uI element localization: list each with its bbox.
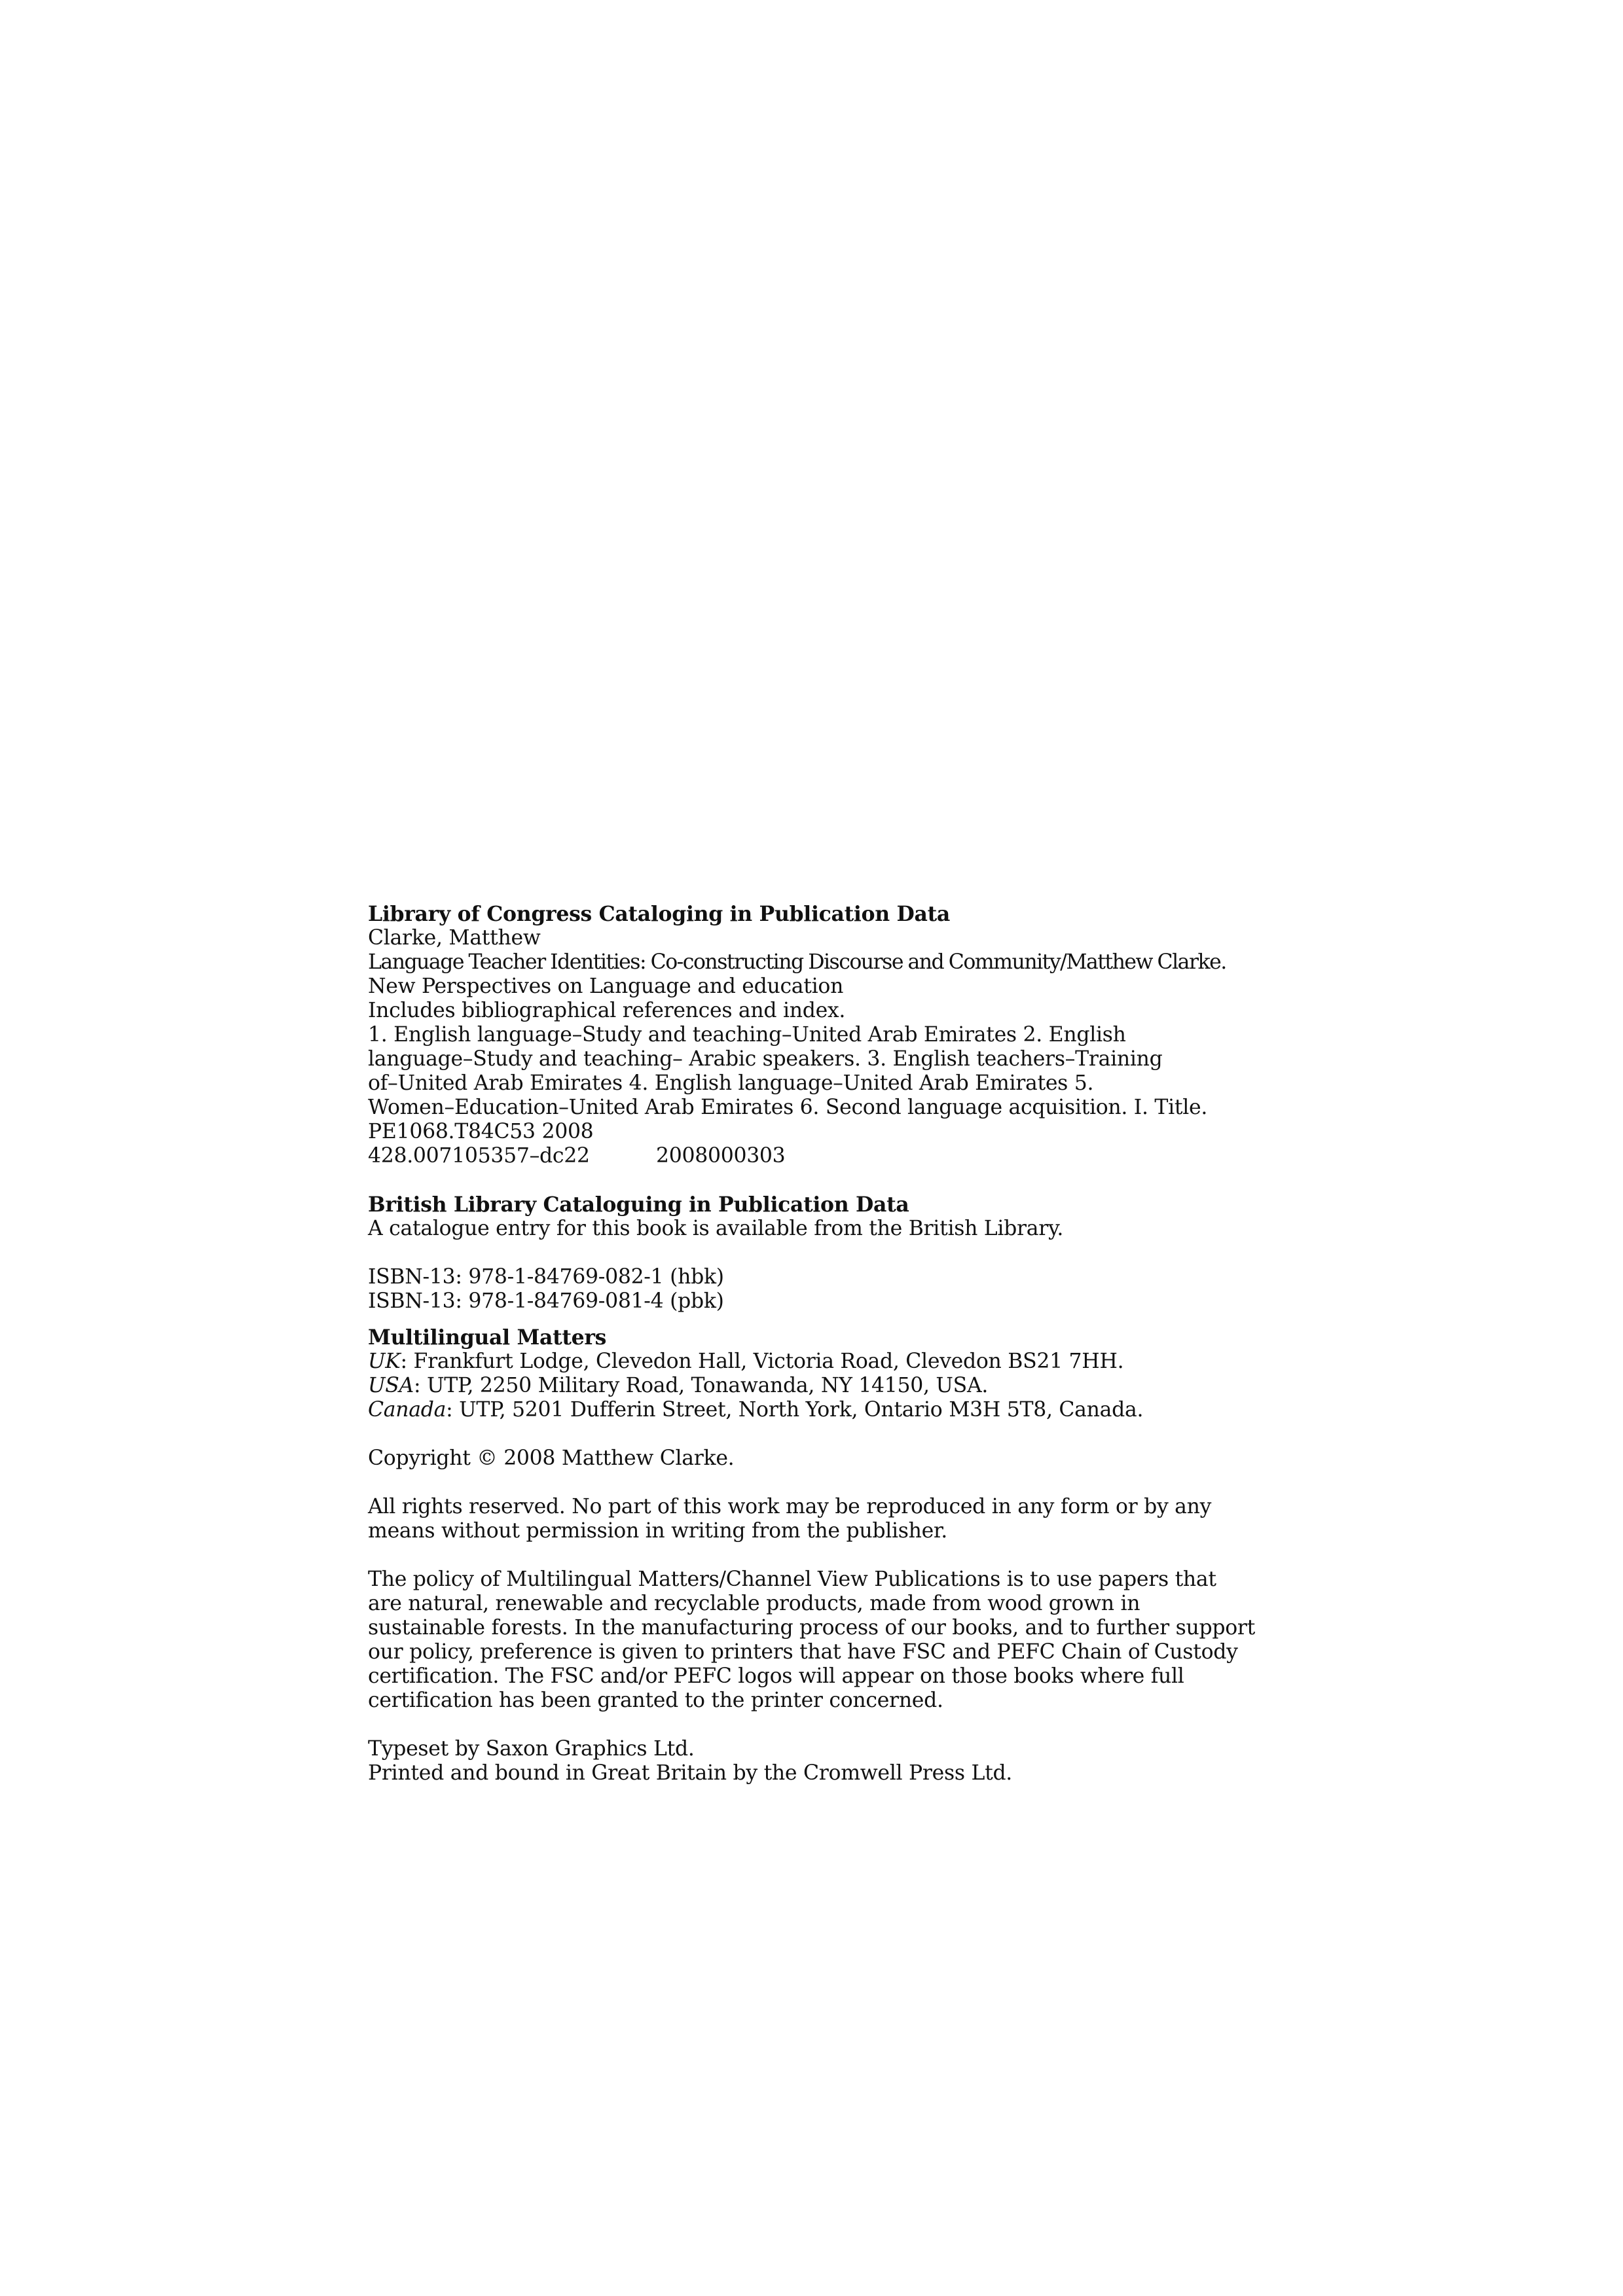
address-uk-label: UK [368,1350,401,1373]
loc-subject-line: language–Study and teaching– Arabic speakers. 3. English teachers–Training [368,1047,1163,1071]
imprint-page [368,902,1271,1785]
bl-heading: British Library Cataloguing in Publication Data [368,1193,909,1217]
address-canada-label: Canada [368,1398,447,1422]
address-uk [368,1350,1271,1374]
bl-text: A catalogue entry for this book is available from the British Library. [368,1217,1064,1240]
loc-series: New Perspectives on Language and education [368,975,844,998]
address-usa-label: USA [368,1374,414,1397]
loc-call-number: PE1068.T84C53 2008 [368,1120,594,1143]
address-uk-text: : Frankfurt Lodge, Clevedon Hall, Victoria Road, Clevedon BS21 7HH. [400,1350,1124,1373]
loc-title-line: Language Teacher Identities: Co-constructing Discourse and Community/Matthew Clarke. [368,950,1226,974]
rights-line: All rights reserved. No part of this work may be reproduced in any form or by any [368,1495,1212,1518]
policy-line: The policy of Multilingual Matters/Channel View Publications is to use papers that [368,1568,1216,1591]
address-usa-text: : UTP, 2250 Military Road, Tonawanda, NY 14150, USA. [413,1374,989,1397]
loc-heading: Library of Congress Cataloging in Publication Data [368,902,950,926]
isbn-pbk: ISBN-13: 978-1-84769-081-4 (pbk) [368,1289,724,1313]
rights-line: means without permission in writing from the publisher. [368,1519,947,1543]
policy-line: certification has been granted to the printer concerned. [368,1689,943,1712]
address-canada [368,1398,1271,1422]
address-usa [368,1374,1271,1398]
loc-dewey: 428.007105357–dc22 [368,1144,590,1168]
address-canada-text: : UTP, 5201 Dufferin Street, North York, Ontario M3H 5T8, Canada. [446,1398,1144,1422]
publisher-heading: Multilingual Matters [368,1325,607,1350]
loc-classification [368,1144,1271,1168]
policy-line: sustainable forests. In the manufacturing process of our books, and to further support [368,1616,1255,1640]
typeset-credit: Typeset by Saxon Graphics Ltd. [368,1737,695,1761]
copyright-notice: Copyright © 2008 Matthew Clarke. [368,1446,735,1470]
loc-subject-line: of–United Arab Emirates 4. English language–United Arab Emirates 5. [368,1071,1094,1095]
loc-author: Clarke, Matthew [368,926,541,950]
loc-includes: Includes bibliographical references and index. [368,999,846,1022]
printer-credit: Printed and bound in Great Britain by the Cromwell Press Ltd. [368,1761,1013,1785]
loc-subject-line: 1. English language–Study and teaching–United Arab Emirates 2. English [368,1023,1126,1047]
loc-lccn: 2008000303 [656,1144,786,1168]
loc-subject-line: Women–Education–United Arab Emirates 6. Second language acquisition. I. Title. [368,1096,1208,1119]
isbn-hbk: ISBN-13: 978-1-84769-082-1 (hbk) [368,1265,724,1289]
policy-line: are natural, renewable and recyclable products, made from wood grown in [368,1592,1140,1615]
policy-line: certification. The FSC and/or PEFC logos will appear on those books where full [368,1664,1184,1688]
policy-line: our policy, preference is given to printers that have FSC and PEFC Chain of Custody [368,1640,1238,1664]
